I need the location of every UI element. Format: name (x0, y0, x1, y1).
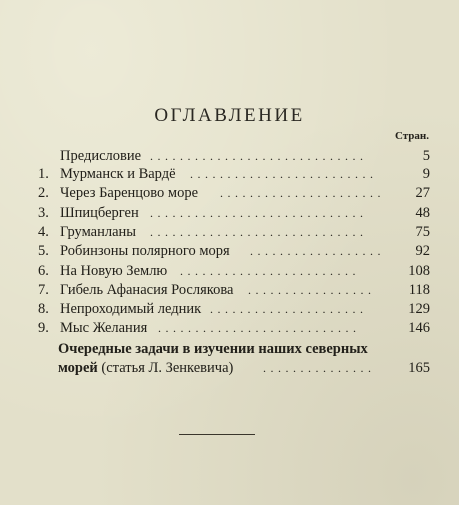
toc-entry-label: Шпицберген (60, 205, 139, 221)
toc-entry-appendix-line2 (58, 357, 430, 379)
appendix-author: (статья Л. Зенкевича) (97, 360, 234, 376)
toc-entry-label: Робинзоны полярного моря (60, 243, 230, 259)
toc-entry-page: 118 (408, 282, 430, 298)
toc-entry-label: Мыс Желания (60, 320, 148, 336)
toc-entry-page: 146 (408, 320, 430, 336)
toc-entry-label: Груманланы (60, 224, 137, 240)
toc-entry-label: Мурманск и Вардё (60, 166, 176, 182)
toc-entry-number: 3. (38, 205, 49, 221)
toc-entry (38, 299, 430, 319)
toc-entry (38, 241, 430, 261)
leader-dots: ...................... (220, 186, 385, 200)
toc-entry-number: 6. (38, 263, 49, 279)
toc-entry-number: 9. (38, 320, 49, 336)
toc-entry-page: 92 (415, 243, 430, 259)
toc-entry (38, 183, 430, 203)
toc-entry-label: На Новую Землю (60, 263, 168, 279)
leader-dots: ......................... (190, 167, 378, 181)
page-title: ОГЛАВЛЕНИЕ (154, 105, 305, 126)
toc-entry (38, 261, 430, 281)
leader-dots: .................. (250, 244, 385, 258)
closing-rule (179, 434, 255, 435)
toc-entry-label: Гибель Афанасия Рослякова (60, 282, 234, 298)
toc-entry (38, 318, 430, 338)
toc-entry-label: Через Баренцово море (60, 185, 199, 201)
toc-entry-number: 7. (38, 282, 49, 298)
appendix-title-line2: морей (58, 360, 98, 376)
toc-entry-label: Предисловие (60, 148, 142, 164)
toc-entry-number: 2. (38, 185, 49, 201)
pages-column-header: Стран. (394, 130, 429, 142)
leader-dots: ................. (248, 283, 376, 297)
leader-dots: ............................. (150, 225, 368, 239)
leader-dots: ............................. (150, 206, 368, 220)
leader-dots: ........................... (158, 321, 361, 335)
toc-entry-number: 5. (38, 243, 49, 259)
toc-entry-page: 129 (408, 301, 430, 317)
toc-entry-number: 1. (38, 166, 49, 182)
toc-entry-label: Непроходимый ледник (60, 301, 202, 317)
toc-entry-page: 27 (415, 185, 430, 201)
toc-entry-number: 8. (38, 301, 49, 317)
leader-dots: ............... (263, 361, 376, 375)
leader-dots: ........................ (180, 264, 360, 278)
toc-entry (38, 280, 430, 300)
toc-entry-page: 75 (415, 224, 430, 240)
toc-entry (38, 146, 430, 166)
toc-entry-page: 9 (422, 166, 430, 182)
toc-entry-page: 5 (422, 148, 430, 164)
toc-entry (38, 222, 430, 242)
appendix-page: 165 (408, 360, 430, 376)
toc-entry-page: 108 (408, 263, 430, 279)
toc-entry-number: 4. (38, 224, 49, 240)
toc-entry (38, 164, 430, 184)
toc-entry (38, 203, 430, 223)
leader-dots: ..................... (210, 302, 368, 316)
appendix-title-line1: Очередные задачи в изучении наших северных (58, 341, 368, 357)
leader-dots: ............................. (150, 149, 368, 163)
toc-entry-page: 48 (415, 205, 430, 221)
